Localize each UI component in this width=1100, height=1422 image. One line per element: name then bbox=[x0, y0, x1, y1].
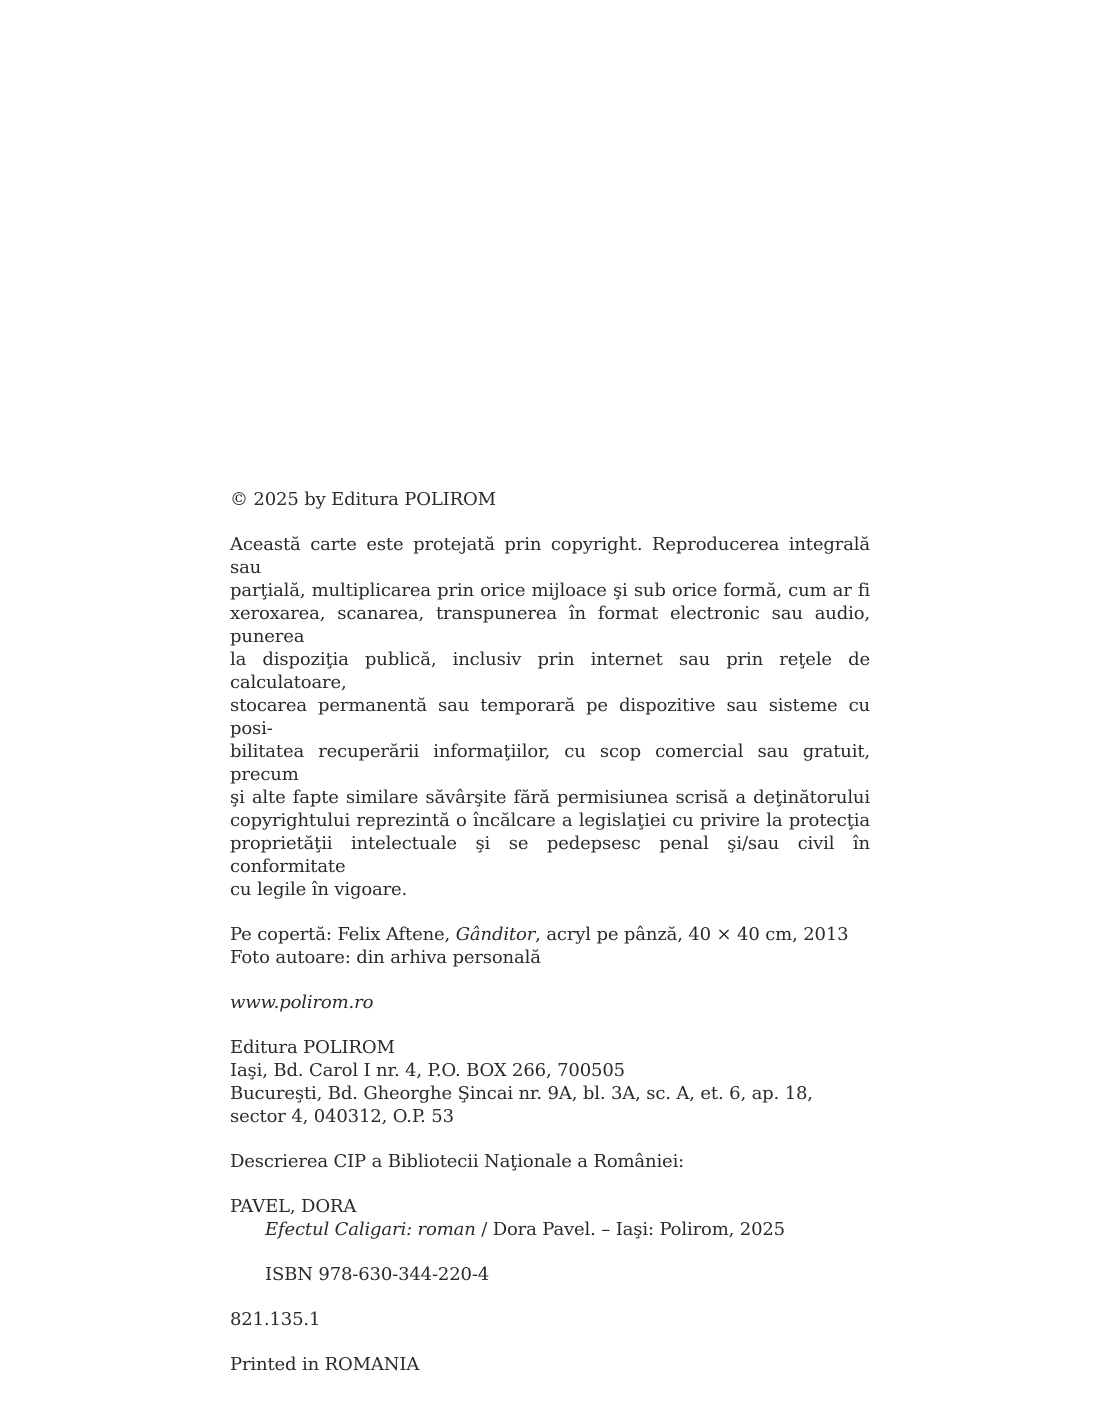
copyright-notice: © 2025 by Editura POLIROM bbox=[230, 489, 496, 510]
legal-line: xeroxarea, scanarea, transpunerea în format electronic sau audio, punerea bbox=[230, 603, 870, 647]
legal-line: proprietăţii intelectuale şi se pedepsesc penal şi/sau civil în conformitate bbox=[230, 833, 870, 877]
legal-notice bbox=[230, 533, 870, 901]
cover-credit bbox=[230, 923, 870, 946]
legal-line: copyrightului reprezintă o încălcare a legislaţiei cu privire la protecţia bbox=[230, 810, 870, 831]
legal-line: Această carte este protejată prin copyright. Reproducerea integrală sau bbox=[230, 534, 870, 578]
cip-title-rest: / Dora Pavel. – Iaşi: Polirom, 2025 bbox=[475, 1219, 785, 1240]
publisher-address-bucuresti-cont: sector 4, 040312, O.P. 53 bbox=[230, 1106, 454, 1127]
cover-credit-prefix: Pe copertă: Felix Aftene, bbox=[230, 924, 456, 945]
cip-author: PAVEL, DORA bbox=[230, 1196, 357, 1217]
copyright-page bbox=[230, 488, 870, 1376]
legal-line: la dispoziţia publică, inclusiv prin internet sau prin reţele de calculatoare, bbox=[230, 649, 870, 693]
publisher-name: Editura POLIROM bbox=[230, 1037, 395, 1058]
publisher-website: www.polirom.ro bbox=[230, 992, 374, 1013]
cover-artwork-title: Gânditor bbox=[455, 924, 536, 945]
publisher-address-bucuresti: Bucureşti, Bd. Gheorghe Şincai nr. 9A, bl. 3A, sc. A, et. 6, ap. 18, bbox=[230, 1083, 813, 1104]
printed-in: Printed in ROMANIA bbox=[230, 1354, 420, 1375]
cip-heading: Descrierea CIP a Bibliotecii Naţionale a României: bbox=[230, 1151, 685, 1172]
cip-block bbox=[230, 1150, 870, 1331]
classification-code: 821.135.1 bbox=[230, 1309, 321, 1330]
cip-book-title: Efectul Caligari: roman bbox=[265, 1219, 476, 1240]
isbn: ISBN 978-630-344-220-4 bbox=[265, 1264, 490, 1285]
legal-line: cu legile în vigoare. bbox=[230, 879, 408, 900]
legal-line: şi alte fapte similare săvârşite fără permisiunea scrisă a deţinătorului bbox=[230, 787, 870, 808]
cover-credit-suffix: , acryl pe pânză, 40 × 40 cm, 2013 bbox=[535, 924, 849, 945]
publisher-block bbox=[230, 1036, 870, 1128]
legal-line: parţială, multiplicarea prin orice mijloace şi sub orice formă, cum ar fi bbox=[230, 580, 870, 601]
legal-line: bilitatea recuperării informaţiilor, cu scop comercial sau gratuit, precum bbox=[230, 741, 870, 785]
photo-credit: Foto autoare: din arhiva personală bbox=[230, 947, 541, 968]
cip-title-line bbox=[230, 1218, 870, 1241]
publisher-address-iasi: Iaşi, Bd. Carol I nr. 4, P.O. BOX 266, 700505 bbox=[230, 1060, 625, 1081]
legal-line: stocarea permanentă sau temporară pe dispozitive sau sisteme cu posi- bbox=[230, 695, 870, 739]
